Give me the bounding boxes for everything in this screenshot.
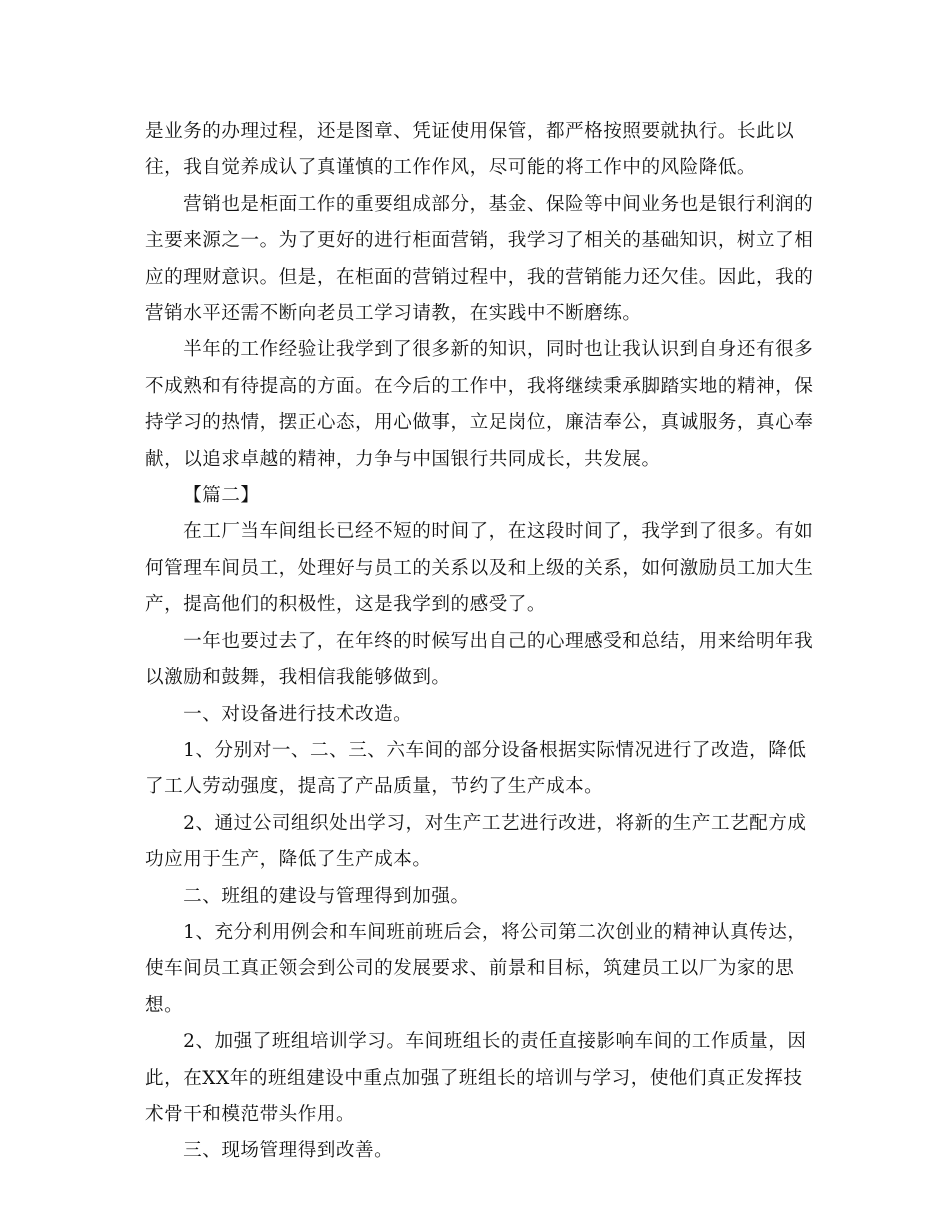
paragraph: 1、充分利用例会和车间班前班后会，将公司第二次创业的精神认真传达，使车间员工真正领会到公司的发展要求、前景和目标，筑建员工以厂为家的思想。: [145, 921, 807, 1016]
paragraph: 一年也要过去了，在年终的时候写出自己的心理感受和总结，用来给明年我以激励和鼓舞，我相信我能够做到。: [145, 630, 814, 689]
paragraph: 在工厂当车间组长已经不短的时间了，在这段时间了，我学到了很多。有如何管理车间员工，处理好与员工的关系以及和上级的关系，如何激励员工加大生产，提高他们的积极性，这是我学到的感受了。: [145, 521, 814, 616]
paragraph: 半年的工作经验让我学到了很多新的知识，同时也让我认识到自身还有很多不成熟和有待提高的方面。在今后的工作中，我将继续秉承脚踏实地的精神，保持学习的热情，摆正心态，用心做事，立足岗位，廉洁奉公，真诚服务，真心奉献，以追求卓越的精神，力争与中国银行共同成长，共发展。: [145, 339, 814, 470]
paragraph: 【篇二】: [183, 485, 260, 507]
paragraph: 一、对设备进行技术改造。: [183, 703, 413, 725]
document-body: [145, 114, 817, 1170]
paragraph: 三、现场管理得到改善。: [183, 1140, 394, 1162]
paragraph: 是业务的办理过程，还是图章、凭证使用保管，都严格按照要就执行。长此以往，我自觉养成认了真谨慎的工作作风，尽可能的将工作中的风险降低。: [145, 121, 795, 179]
paragraph: 1、分别对一、二、三、六车间的部分设备根据实际情况进行了改造，降低了工人劳动强度，提高了产品质量，节约了生产成本。: [145, 739, 807, 798]
paragraph: 营销也是柜面工作的重要组成部分，基金、保险等中间业务也是银行利润的主要来源之一。为了更好的进行柜面营销，我学习了相关的基础知识，树立了相应的理财意识。但是，在柜面的营销过程中，我的营销能力还欠佳。因此，我的营销水平还需不断向老员工学习请教，在实践中不断磨练。: [145, 193, 814, 325]
paragraph: 2、通过公司组织处出学习，对生产工艺进行改进，将新的生产工艺配方成功应用于生产，降低了生产成本。: [145, 812, 807, 871]
paragraph: 2、加强了班组培训学习。车间班组长的责任直接影响车间的工作质量，因此，在XX年的班组建设中重点加强了班组长的培训与学习，使他们真正发挥技术骨干和模范带头作用。: [145, 1031, 807, 1125]
paragraph: 二、班组的建设与管理得到加强。: [183, 885, 470, 907]
